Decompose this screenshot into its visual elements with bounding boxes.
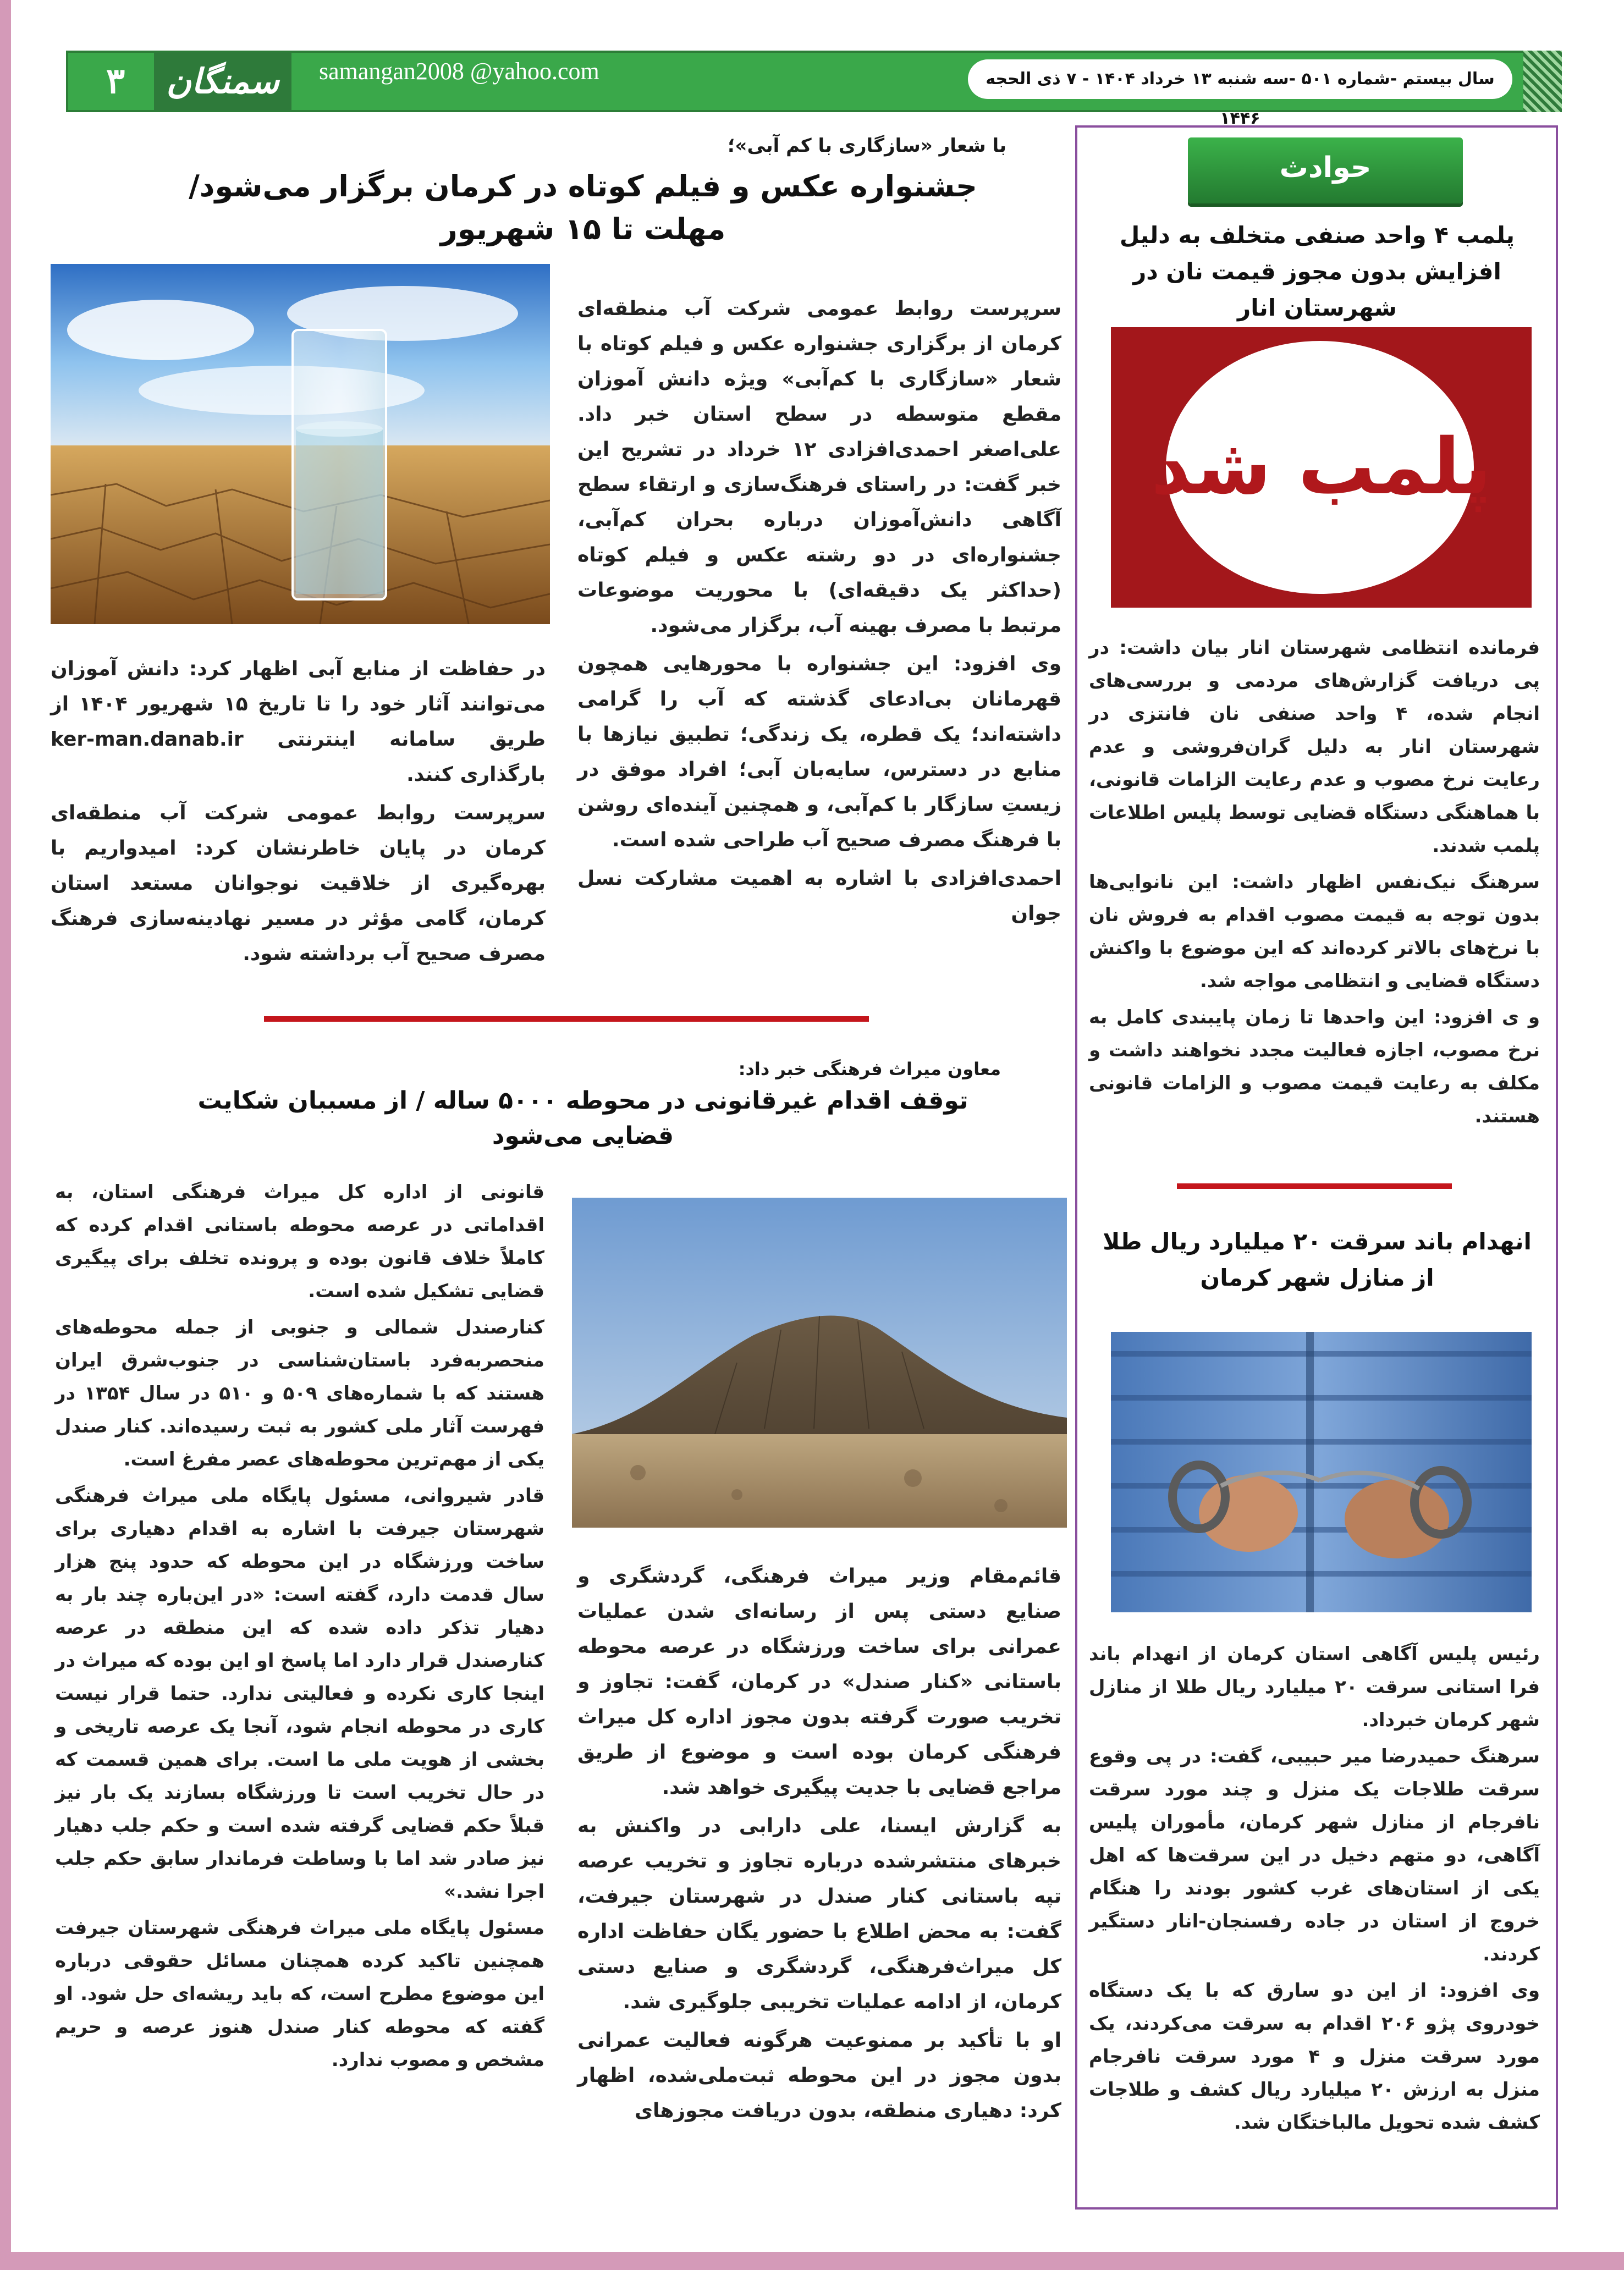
drought-photo-svg	[51, 264, 550, 624]
article2-column-right	[577, 1559, 1061, 2202]
sidebar-divider	[1177, 1183, 1452, 1189]
article1-kicker: با شعار «سازگاری با کم آبی»؛	[727, 135, 1006, 157]
article1-column-left	[51, 652, 546, 976]
sidebar-story2-paragraph: رئیس پلیس آگاهی استان کرمان از انهدام باند فرا استانی سرقت ۲۰ میلیارد ریال طلا از منازل شهر کرمان خبرداد.	[1089, 1643, 1540, 1731]
article-divider	[264, 1016, 869, 1022]
article2-paragraph: او با تأکید بر ممنوعیت هرگونه فعالیت عمرانی بدون مجوز در این محوطه ثبت‌ملی‌شده، اظهار کرد: دهیاری منطقه، بدون دریافت مجوزهای	[577, 2029, 1061, 2122]
article2-paragraph: قانونی از اداره کل میراث فرهنگی استان، به اقداماتی در عرصه محوطه باستانی اقدام کرده که کاملاً خلاف قانون بوده و پرونده تخلف برای پیگیری قضایی تشکیل شده است.	[55, 1181, 544, 1302]
article2-paragraph: قادر شیروانی، مسئول پایگاه ملی میراث فرهنگی شهرستان جیرفت با اشاره به اقدام دهیاری برای ساخت ورزشگاه در این محوطه که حدود پنج هزار سال قدمت دارد، گفته است: «در این‌باره چند بار به دهیار تذکر داده شده که این منطقه در عرصه کنارصندل قرار دارد اما پاسخ او این بوده که میراث در اینجا کاری نکرده و فعالیتی ندارد. حتما قرار نیست کاری در محوطه انجام شود، آنجا یک عرصه تاریخی و بخشی از هویت ملی ما است. برای همین قسمت که در حال تخریب است تا ورزشگاه بسازند یک بار نیز قبلاً حکم قضایی گرفته شده است و حکم جلب دهیار نیز صادر شد اما با وساطت فرماندار سابق حکم جلب اجرا نشد.»	[55, 1485, 544, 1903]
sidebar-story1-headline[interactable]: پلمب ۴ واحد صنفی متخلف به دلیل افزایش بدون مجوز قیمت نان در شهرستان انار	[1119, 222, 1515, 321]
page-edge-bottom	[0, 2252, 1624, 2270]
contact-email[interactable]: samangan2008 @yahoo.com	[319, 58, 599, 85]
article2-paragraph: به گزارش ایسنا، علی دارابی در واکنش به خبرهای منتشرشده درباره تجاوز و تخریب عرصه تپه باستانی کنار صندل در شهرستان جیرفت، گفت: به محض اطلاع با حضور یگان حفاظت اداره کل میراث‌فرهنگی، گردشگری و صنایع دستی کرمان، از ادامه عملیات تخریبی جلوگیری شد.	[577, 1815, 1061, 2013]
drought-water-glass-photo	[51, 264, 550, 624]
handcuffs-photo-svg	[1111, 1332, 1532, 1612]
handcuffed-suspects-photo	[1111, 1332, 1532, 1612]
article2-column-left	[55, 1176, 544, 2210]
section-badge-incidents[interactable]: حوادث	[1188, 137, 1463, 203]
article1-paragraph: سرپرست روابط عمومی شرکت آب منطقه‌ای کرمان از برگزاری جشنواره عکس و فیلم کوتاه با شعار «سازگاری با کم‌آبی» ویژه دانش آموزان مقطع متوسطه در سطح استان خبر داد. علی‌اصغر احمدی‌افزادی ۱۲ خرداد در تشریح این خبر گفت: در راستای فرهنگ‌سازی و ارتقاء سطح آگاهی دانش‌آموزان درباره بحران کم‌آبی، جشنواره‌ای در دو رشته عکس و فیلم کوتاه (حداکثر یک دقیقه‌ای) با محوریت موضوعات مرتبط با مصرف بهینه آب، برگزار می‌شود.	[577, 297, 1061, 637]
article1-paragraph: احمدی‌افزادی با اشاره به اهمیت مشارکت نسل جوان	[577, 867, 1061, 925]
mound-photo-svg	[572, 1198, 1067, 1528]
article2-headline[interactable]: توقف اقدام غیرقانونی در محوطه ۵۰۰۰ ساله / از مسببان شکایت قضایی می‌شود	[197, 1087, 968, 1150]
article2-paragraph: مسئول پایگاه ملی میراث فرهنگی شهرستان جیرفت همچنین تاکید کرده همچنان مسائل حقوقی درباره این موضوع مطرح است، که باید ریشه‌ای حل شود. او گفته که محوطه کنار صندل هنوز عرصه و حریم مشخص و مصوب ندارد.	[55, 1917, 544, 2071]
article1-paragraph: وی افزود: این جشنواره با محورهایی همچون قهرمانان بی‌ادعای گذشته که آب را گرامی داشته‌اند؛ یک قطره، یک زندگی؛ تطبیق نیازها با منابع در دسترس، سایه‌بان آبی؛ افراد موفق در زیستِ سازگار با کم‌آبی، و همچنین آینده‌ای روشن با فرهنگ مصرف صحیح آب طراحی شده است.	[577, 653, 1061, 851]
archaeological-mound-photo	[572, 1198, 1067, 1528]
article1-column-right	[577, 291, 1061, 973]
issue-line: سال بیستم -شماره ۵۰۱ -سه شنبه ۱۳ خرداد ۱۴۰۴ - ۷ ذی الحجه ۱۴۴۶	[968, 59, 1512, 99]
sidebar-story2-headline[interactable]: انهدام باند سرقت ۲۰ میلیارد ریال طلا از منازل شهر کرمان	[1103, 1228, 1532, 1291]
sidebar-story2-body	[1089, 1638, 1540, 2199]
newspaper-logo: سمنگان	[154, 52, 291, 111]
article1-paragraph: سرپرست روابط عمومی شرکت آب منطقه‌ای کرمان در پایان خاطرنشان کرد: امیدواریم با بهره‌گیری از خلاقیت نوجوانان مستعد استان کرمان، گامی مؤثر در مسیر نهادینه‌سازی فرهنگ مصرف صحیح آب برداشته شود.	[51, 802, 546, 965]
sidebar-story2-paragraph: وی افزود: از این دو سارق که با یک دستگاه خودروی پژو ۲۰۶ اقدام به سرقت می‌کردند، یک مورد سرقت منزل و ۴ مورد سرقت نافرجام منزل به ارزش ۲۰ میلیارد ریال کشف و طلاجات کشف شده تحویل مالباختگان شد.	[1089, 1980, 1540, 2134]
sidebar-story1-paragraph: سرهنگ نیک‌نفس اظهار داشت: این نانوایی‌ها بدون توجه به قیمت مصوب اقدام به فروش نان با نرخ‌های بالاتر کرده‌اند که این موضوع با واکنش دستگاه قضایی و انتظامی مواجه شد.	[1089, 871, 1540, 992]
article2-kicker: معاون میراث فرهنگی خبر داد:	[738, 1059, 1001, 1079]
sealed-graphic	[1111, 327, 1532, 608]
page-edge-left	[0, 0, 11, 2270]
article1-headline[interactable]: جشنواره عکس و فیلم کوتاه در کرمان برگزار می‌شود/ مهلت تا ۱۵ شهریور	[189, 169, 977, 246]
masthead-stripes	[1523, 51, 1562, 112]
sidebar-story1-paragraph: فرمانده انتظامی شهرستان انار بیان داشت: در پی دریافت گزارش‌های مردمی و بررسی‌های انجام شده، ۴ واحد صنفی نان فانتزی در شهرستان انار به دلیل گران‌فروشی و عدم رعایت نرخ مصوب و عدم رعایت الزامات قانونی، با هماهنگی دستگاه قضایی توسط پلیس اطلاعات پلمب شدند.	[1089, 637, 1540, 857]
sidebar-story1-body	[1089, 631, 1540, 1148]
article1-paragraph: در حفاظت از منابع آبی اظهار کرد: دانش آموزان می‌توانند آثار خود را تا تاریخ ۱۵ شهریور ۱۴۰۴ از طریق سامانه اینترنتی ker-man.danab.ir بارگذاری کنند.	[51, 658, 546, 786]
article2-paragraph: کنارصندل شمالی و جنوبی از جمله محوطه‌های منحصربه‌فرد باستان‌شناسی در جنوب‌شرق ایران هستند که با شماره‌های ۵۰۹ و ۵۱۰ در سال ۱۳۵۴ در فهرست آثار ملی کشور به ثبت رسیده‌اند. کنار صندل یکی از مهم‌ترین محوطه‌های عصر مفرغ است.	[55, 1316, 544, 1470]
sidebar-story1-paragraph: و ی افزود: این واحدها تا زمان پایبندی کامل به نرخ مصوب، اجازه فعالیت مجدد نخواهند داشت و مکلف به رعایت قیمت مصوب و الزامات قانونی هستند.	[1089, 1006, 1540, 1127]
article2-paragraph: قائم‌مقام وزیر میراث فرهنگی، گردشگری و صنایع دستی پس از رسانه‌ای شدن عملیات عمرانی برای ساخت ورزشگاه در عرصه محوطه باستانی «کنار صندل» در کرمان، گفت: تجاوز و تخریب صورت گرفته بدون مجوز اداره کل میراث فرهنگی کرمان بوده است و موضوع از طریق مراجع قضایی با جدیت پیگیری خواهد شد.	[577, 1565, 1061, 1799]
sealed-graphic-text: پلمب شد	[1150, 422, 1492, 512]
sidebar-story2-paragraph: سرهنگ حمیدرضا میر حبیبی، گفت: در پی وقوع سرقت طلاجات یک منزل و چند مورد سرقت نافرجام از منازل شهر کرمان، مأموران پلیس آگاهی، دو متهم دخیل در این سرقت‌ها که اهل یکی از استان‌های غرب کشور بودند را هنگام خروج از استان در جاده رفسنجان-انار دستگیر کردند.	[1089, 1745, 1540, 1965]
page-number: ۳	[106, 60, 125, 102]
